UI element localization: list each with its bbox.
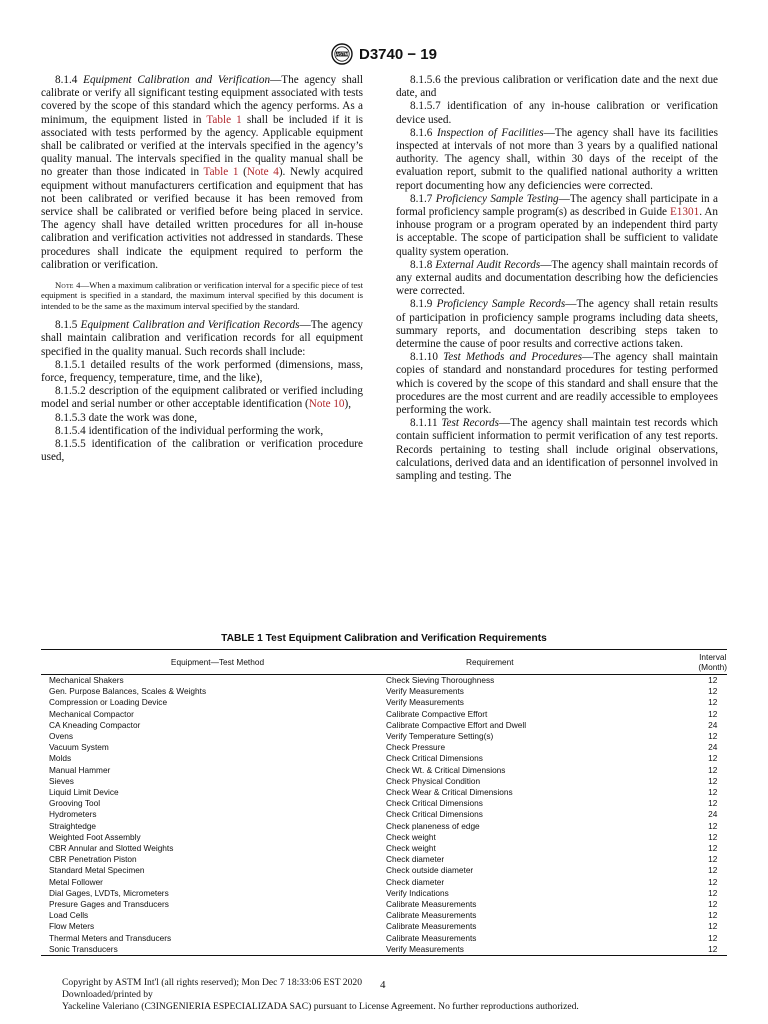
table-cell: Calibrate Measurements [386, 921, 477, 932]
table-cell: 12 [708, 787, 718, 798]
page-footer [62, 977, 742, 1013]
table-cell: Vacuum System [49, 742, 109, 753]
table-row [41, 933, 727, 944]
table-cell: Verify Measurements [386, 697, 464, 708]
download-line: Downloaded/printed by [62, 989, 153, 1000]
table-cell: Calibrate Measurements [386, 932, 477, 943]
table-cell: 12 [708, 865, 718, 876]
table-row [41, 921, 727, 932]
table-cell: Check planeness of edge [386, 820, 480, 831]
column-header: Requirement [386, 650, 698, 675]
right-column [396, 74, 718, 483]
table-cell: Calibrate Measurements [386, 899, 477, 910]
table-row [41, 731, 727, 742]
table-row [41, 854, 727, 865]
table-cell: Calibrate Compactive Effort [386, 708, 488, 719]
table-cell: 12 [708, 843, 718, 854]
table-cell: 12 [708, 675, 718, 685]
table-cell: Metal Follower [49, 876, 103, 887]
table-cell: Check weight [386, 843, 436, 854]
table-cell: Weighted Foot Assembly [49, 831, 141, 842]
table-cell: Grooving Tool [49, 798, 101, 809]
table-cell: 12 [708, 820, 718, 831]
section-heading: Inspection of Facilities [436, 126, 544, 139]
table-cell: CBR Penetration Piston [49, 854, 137, 865]
section-8-1-9: 8.1.9 Proficiency Sample Records—The agency shall retain results of participation in proficiency sample programs including data sheets, summary reports, and documentation describing steps taken to determine the cause of poor results and corrective actions taken. [396, 298, 719, 351]
section-heading: External Audit Records [435, 258, 541, 271]
note-4-link[interactable]: Note 4 [246, 166, 279, 179]
table-row [41, 843, 727, 854]
left-column [41, 74, 363, 465]
table-row [41, 899, 727, 910]
table-cell: Mechanical Compactor [49, 708, 134, 719]
table-body [41, 675, 727, 956]
table-cell: Check diameter [386, 876, 445, 887]
table-cell: 12 [708, 910, 718, 921]
table-cell: Molds [49, 753, 72, 764]
note-10-link[interactable]: Note 10 [308, 398, 345, 411]
table-cell: 12 [708, 876, 718, 887]
table-row [41, 776, 727, 787]
table-cell: 12 [708, 764, 718, 775]
table-cell: Check Physical Condition [386, 775, 481, 786]
table-row [41, 720, 727, 731]
table-cell: Straightedge [49, 820, 97, 831]
table-cell: Check Sieving Thoroughness [386, 675, 495, 685]
table-cell: Sieves [49, 775, 74, 786]
table-cell: Compression or Loading Device [49, 697, 168, 708]
section-8-1-4: 8.1.4 Equipment Calibration and Verification—The agency shall calibrate or verify all significant testing equipment associated with tests covered by the scope of this standard which the agency performs. As a minimum, the equipment listed in Table 1 shall be included if it is associated with tests performed by the agency. Applicable equipment shall be calibrated or verified at the intervals specified in the agency’s quality manual. The intervals specified in the quality manual shall be no greater than those indicated in Table 1 (Note 4). Newly acquired equipment without manufacturers certification and equipment that has not been calibrated or verified because it has been removed from service shall be calibrated or verified before being placed in service. The agency shall have detailed written procedures for all in-house calibration and verification activities not addressed in standards. These procedures shall indicate the equipment required to perform the calibration or verification. [41, 74, 364, 271]
table-1-link[interactable]: Table 1 [203, 166, 239, 179]
table-title: TABLE 1 Test Equipment Calibration and Verification Requirements [221, 633, 547, 644]
table-cell: Calibrate Compactive Effort and Dwell [386, 719, 527, 730]
table-cell: Check Pressure [386, 742, 446, 753]
section-8-1-5: 8.1.5 Equipment Calibration and Verification Records—The agency shall maintain calibration and verification records for all equipment specified in the quality manual. Such records shall include: [41, 319, 363, 358]
table-cell: Check outside diameter [386, 865, 474, 876]
table-row [41, 910, 727, 921]
table-cell: Verify Indications [386, 887, 449, 898]
standard-designation: D3740 − 19 [359, 45, 437, 63]
table-cell: Check Critical Dimensions [386, 809, 483, 820]
table-cell: Check Wt. & Critical Dimensions [386, 764, 506, 775]
table-cell: Check diameter [386, 854, 445, 865]
table-cell: Verify Measurements [386, 686, 464, 697]
table-header-row [41, 650, 727, 675]
section-8-1-5-2: 8.1.5.2 description of the equipment calibrated or verified including model and serial number or other acceptable identification (Note 10), [41, 385, 363, 411]
table-cell: 24 [708, 742, 718, 753]
table-cell: CA Kneading Compactor [49, 719, 141, 730]
table-cell: Manual Hammer [49, 764, 111, 775]
table-cell: Dial Gages, LVDTs, Micrometers [49, 887, 169, 898]
table-row [41, 753, 727, 764]
section-8-1-5-1: 8.1.5.1 detailed results of the work performed (dimensions, mass, force, frequency, temperature, time, and the like), [41, 358, 363, 385]
section-heading: Equipment Calibration and Verification [83, 74, 271, 86]
license-line: Yackeline Valeriano (C3INGENIERIA ESPECIALIZADA SAC) pursuant to License Agreement. No further reproductions authorized. [62, 1001, 579, 1012]
page-number: 4 [380, 979, 386, 991]
table-cell: 24 [708, 719, 718, 730]
table-cell: Flow Meters [49, 921, 95, 932]
section-8-1-5-6: 8.1.5.6 the previous calibration or verification date and the next due date, and [396, 74, 718, 100]
table-cell: Check Critical Dimensions [386, 798, 483, 809]
table-cell: Gen. Purpose Balances, Scales & Weights [49, 686, 207, 697]
section-8-1-5-7: 8.1.5.7 identification of any in-house calibration or verification device used. [396, 100, 718, 126]
table-row [41, 888, 727, 899]
table-row [41, 709, 727, 720]
table-row [41, 944, 727, 956]
table-cell: Verify Measurements [386, 944, 698, 956]
table-row [41, 765, 727, 776]
table-cell: Thermal Meters and Transducers [49, 932, 172, 943]
table-cell: Calibrate Measurements [386, 910, 477, 921]
table-cell: 12 [708, 798, 718, 809]
table-cell: 12 [708, 697, 718, 708]
table-cell: 12 [708, 731, 718, 742]
table-cell: Mechanical Shakers [49, 675, 124, 685]
table-cell: Presure Gages and Transducers [49, 899, 169, 910]
e1301-link[interactable]: E1301 [669, 206, 700, 219]
astm-logo-icon [331, 43, 353, 65]
table-cell: 12 [708, 708, 718, 719]
table-1-link[interactable]: Table 1 [206, 113, 242, 126]
table-cell: 12 [708, 775, 718, 786]
table-row [41, 821, 727, 832]
section-8-1-7: 8.1.7 Proficiency Sample Testing—The agency shall participate in a formal proficiency sample program(s) as described in Guide E1301. An inhouse program or a program operated by an independent third party is acceptable. The scope of participation shall be sufficient to validate quality system operation. [396, 192, 719, 258]
section-heading: Proficiency Sample Records [436, 298, 566, 311]
table-cell: 12 [708, 753, 718, 764]
table-row [41, 675, 727, 687]
section-heading: Equipment Calibration and Verification Records [80, 319, 300, 332]
table-cell: Load Cells [49, 910, 89, 921]
table-cell: 12 [708, 854, 718, 865]
table-row [41, 686, 727, 697]
calibration-requirements-table [41, 649, 727, 956]
note-4: Note 4—When a maximum calibration or verification interval for a specific piece of test equipment is specified in a standard, the maximum interval specified by this document is intended to be the same as the maximum interval specified by the standard. [41, 280, 364, 311]
section-8-1-5-4: 8.1.5.4 identification of the individual performing the work, [55, 424, 324, 437]
table-cell: Check weight [386, 831, 436, 842]
table-cell: Sonic Transducers [41, 944, 386, 956]
section-8-1-5-3: 8.1.5.3 date the work was done, [55, 411, 197, 424]
table-row [41, 865, 727, 876]
table-cell: 12 [698, 944, 727, 956]
table-cell: Hydrometers [49, 809, 97, 820]
table-row [41, 877, 727, 888]
section-heading: Test Records [441, 417, 499, 430]
table-cell: Check Critical Dimensions [386, 753, 483, 764]
table-cell: 12 [708, 831, 718, 842]
table-cell: Liquid Limit Device [49, 787, 119, 798]
table-cell: Ovens [49, 731, 73, 742]
section-8-1-11: 8.1.11 Test Records—The agency shall maintain test records which contain sufficient information to permit verification of any test reports. Records pertaining to testing shall include original observations, calculations, derived data and an identification of personnel involved in sampling and testing. The [396, 417, 718, 483]
table-cell: 24 [708, 809, 718, 820]
section-heading: Proficiency Sample Testing [435, 192, 559, 205]
table-cell: 12 [708, 899, 718, 910]
table-cell: 12 [708, 921, 718, 932]
table-cell: Verify Temperature Setting(s) [386, 731, 494, 742]
page-header [0, 42, 768, 66]
copyright-line: Copyright by ASTM Int'l (all rights reserved); Mon Dec 7 18:33:06 EST 2020 [62, 977, 362, 988]
table-cell: CBR Annular and Slotted Weights [49, 843, 174, 854]
section-8-1-8: 8.1.8 External Audit Records—The agency shall maintain records of any external audits and documentation describing how the deficiencies were corrected. [396, 258, 718, 298]
table-cell: Standard Metal Specimen [49, 865, 145, 876]
table-row [41, 697, 727, 708]
svg-text:ASTM: ASTM [336, 51, 348, 57]
table-cell: Check Wear & Critical Dimensions [386, 787, 513, 798]
column-header: Interval (Month) [698, 650, 727, 675]
table-cell: 12 [708, 686, 718, 697]
section-8-1-6: 8.1.6 Inspection of Facilities—The agency shall have its facilities inspected at intervals of not more than 3 years by a qualified national authority. The agency shall, within 30 days of the receipt of the evaluation report, submit to the qualified national authority a written report documenting how any deficiencies were corrected. [396, 126, 718, 192]
section-8-1-5-5: 8.1.5.5 identification of the calibration or verification procedure used, [41, 438, 363, 464]
section-8-1-10: 8.1.10 Test Methods and Procedures—The agency shall maintain copies of standard and nonstandard procedures for testing performed which is covered by the scope of this standard and shall ensure that the procedures are the most current and are readily accessible to employees performing the work. [396, 351, 718, 417]
table-row [41, 742, 727, 753]
table-row [41, 787, 727, 798]
table-row [41, 809, 727, 820]
table-row [41, 798, 727, 809]
column-header: Equipment—Test Method [41, 650, 386, 675]
table-cell: 12 [708, 887, 718, 898]
table-row [41, 832, 727, 843]
section-heading: Test Methods and Procedures [443, 351, 583, 364]
table-cell: 12 [708, 932, 718, 943]
